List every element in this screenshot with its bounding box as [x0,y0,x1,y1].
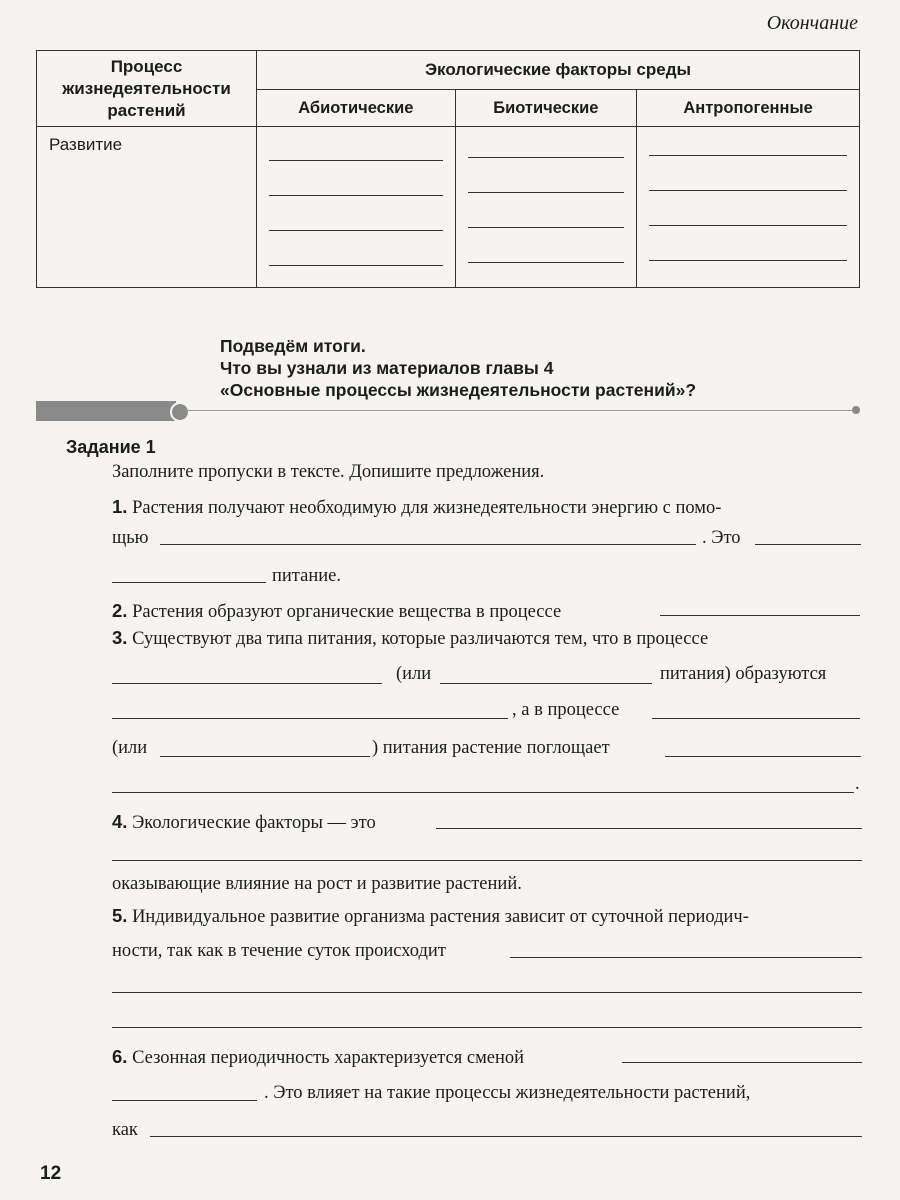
table-header-anthropogenic: Антропогенные [637,90,860,127]
question-6-line-b: . Это влияет на такие процессы жизнедеятельности растений, [264,1083,751,1103]
table-row-label: Развитие [37,127,257,288]
q3-blank-2[interactable] [440,683,652,684]
section-bar [36,401,176,421]
q4-blank-2[interactable] [112,860,862,861]
q6-blank-1[interactable] [622,1062,862,1063]
biotic-answer-cell[interactable] [455,127,636,288]
table-header-factors: Экологические факторы среды [257,51,860,90]
q5-blank-3[interactable] [112,1027,862,1028]
q3-blank-6[interactable] [665,756,861,757]
page-number: 12 [40,1163,62,1184]
question-3-line-e: (или [112,738,148,758]
question-3-end-period: . [855,774,860,794]
table-header-abiotic: Абиотические [257,90,456,127]
q2-blank[interactable] [660,615,860,616]
table-header-process: Процесс жизнедеятельности растений [37,51,257,127]
ending-label: Окончание [766,12,858,34]
summary-line-2: Что вы узнали из материалов главы 4 [220,358,554,378]
section-divider-end-dot [852,406,860,414]
anthropogenic-answer-cell[interactable] [637,127,860,288]
q5-blank-2[interactable] [112,992,862,993]
q4-blank-1[interactable] [436,828,862,829]
q6-blank-2[interactable] [112,1100,257,1101]
summary-heading [220,335,696,401]
summary-line-3: «Основные процессы жизнедеятельности растений»? [220,380,697,400]
q6-blank-3[interactable] [150,1136,862,1137]
question-6-line-c: как [112,1120,138,1140]
q3-blank-4[interactable] [652,718,860,719]
question-6-line-a: 6. Сезонная периодичность характеризуется сменой [112,1046,525,1068]
question-1-line-b: щью [112,528,149,548]
q1-blank-type-cont[interactable] [112,582,266,583]
q3-blank-1[interactable] [112,683,382,684]
q3-blank-3[interactable] [112,718,508,719]
table-header-biotic: Биотические [455,90,636,127]
q3-blank-5[interactable] [160,756,370,757]
question-3-line-b: (или [396,664,432,684]
task-title: Задание 1 [66,437,156,457]
question-2: 2. Растения образуют органические вещества в процессе [112,600,562,622]
abiotic-answer-cell[interactable] [257,127,456,288]
question-4-line-b: оказывающие влияние на рост и развитие растений. [112,874,522,894]
question-3-line-c: питания) образуются [660,664,827,684]
question-3-line-a: 3. Существуют два типа питания, которые различаются тем, что в процессе [112,627,709,649]
question-1-line-c: . Это [702,528,741,548]
section-bar-dot [170,402,190,422]
question-3-line-f: ) питания растение поглощает [372,738,610,758]
section-divider [186,410,854,411]
question-3-line-d: , а в процессе [512,700,620,720]
q5-blank-1[interactable] [510,957,862,958]
q1-blank-means[interactable] [160,544,696,545]
question-1-line-d: питание. [272,566,341,586]
question-5-line-b: ности, так как в течение суток происходит [112,941,446,961]
q1-blank-type[interactable] [755,544,861,545]
q3-blank-7[interactable] [112,792,854,793]
summary-line-1: Подведём итоги. [220,336,366,356]
task-intro: Заполните пропуски в тексте. Допишите предложения. [112,462,545,482]
question-4-line-a: 4. Экологические факторы — это [112,811,376,833]
ecological-factors-table [36,50,860,288]
question-5-line-a: 5. Индивидуальное развитие организма растения зависит от суточной периодич- [112,905,749,927]
question-1-line-a: 1. Растения получают необходимую для жизнедеятельности энергию с помо- [112,496,722,518]
